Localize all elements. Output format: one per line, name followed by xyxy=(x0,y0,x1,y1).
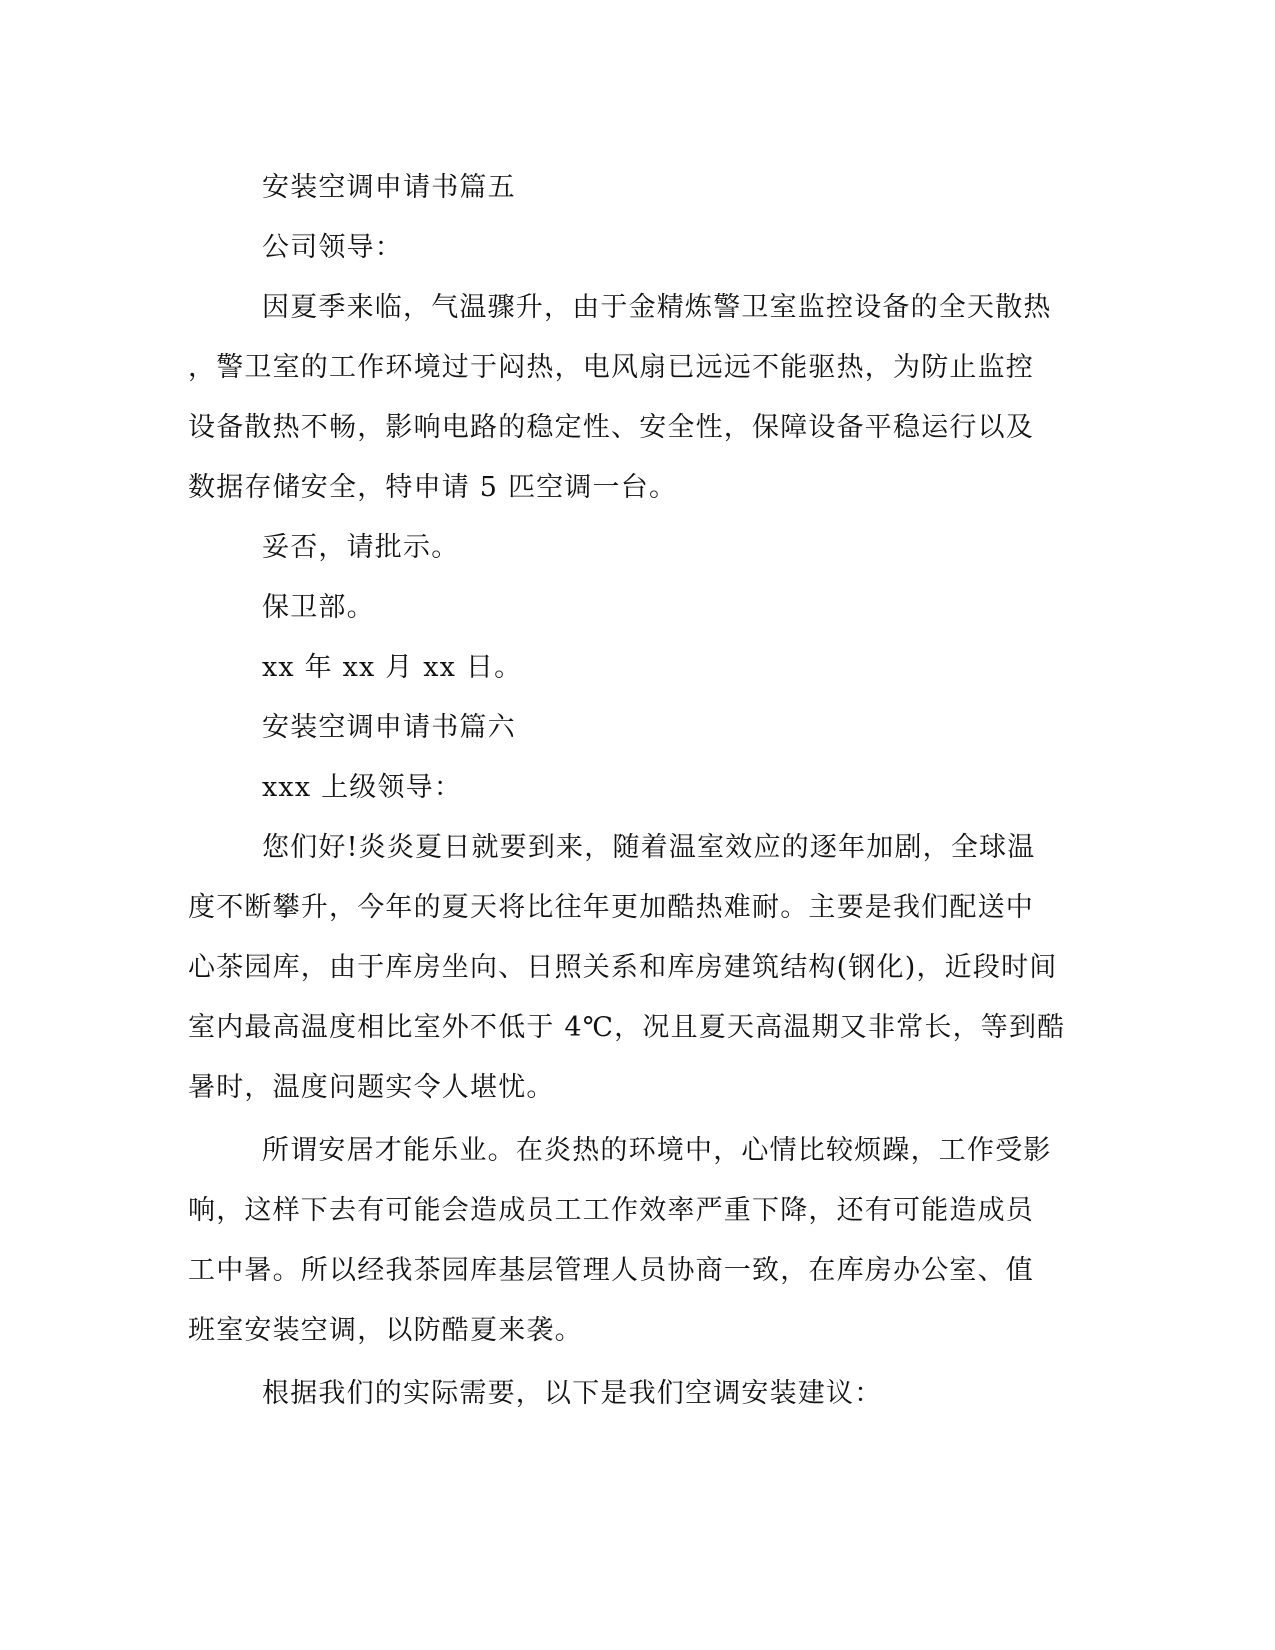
signature-department: 保卫部。 xyxy=(262,592,375,623)
paragraph-line: 心茶园库，由于库房坐向、日照关系和库房建筑结构(钢化)，近段时间 xyxy=(188,952,1058,983)
salutation-leader: xxx 上级领导： xyxy=(262,772,463,803)
paragraph-line: ，警卫室的工作环境过于闷热，电风扇已远远不能驱热，为防止监控 xyxy=(188,352,1034,383)
section-title-5: 安装空调申请书篇五 xyxy=(262,172,516,203)
paragraph-line: 响，这样下去有可能会造成员工工作效率严重下降，还有可能造成员 xyxy=(188,1195,1034,1226)
approval-request: 妥否，请批示。 xyxy=(262,532,460,563)
paragraph-line: 因夏季来临，气温骤升，由于金精炼警卫室监控设备的全天散热 xyxy=(262,292,1052,323)
paragraph-line: 工中暑。所以经我茶园库基层管理人员协商一致，在库房办公室、值 xyxy=(188,1255,1034,1286)
paragraph-line: 设备散热不畅，影响电路的稳定性、安全性，保障设备平稳运行以及 xyxy=(188,412,1034,443)
document-body xyxy=(188,158,1078,1424)
paragraph-line: 度不断攀升，今年的夏天将比往年更加酷热难耐。主要是我们配送中 xyxy=(188,892,1034,923)
paragraph-line: 暑时，温度问题实令人堪忧。 xyxy=(188,1072,555,1103)
paragraph-line: 班室安装空调，以防酷夏来袭。 xyxy=(188,1315,583,1346)
paragraph-line: 所谓安居才能乐业。在炎热的环境中，心情比较烦躁，工作受影 xyxy=(262,1135,1052,1166)
paragraph-line: 您们好!炎炎夏日就要到来，随着温室效应的逐年加剧，全球温 xyxy=(262,832,1036,863)
paragraph-line: 根据我们的实际需要，以下是我们空调安装建议： xyxy=(262,1378,883,1409)
paragraph-line: 室内最高温度相比室外不低于 4℃，况且夏天高温期又非常长，等到酷 xyxy=(188,1012,1066,1043)
salutation-company: 公司领导： xyxy=(262,232,403,263)
section-title-6: 安装空调申请书篇六 xyxy=(262,712,516,743)
paragraph-line: 数据存储安全，特申请 5 匹空调一台。 xyxy=(188,472,678,503)
signature-date: xx 年 xx 月 xx 日。 xyxy=(262,652,523,683)
